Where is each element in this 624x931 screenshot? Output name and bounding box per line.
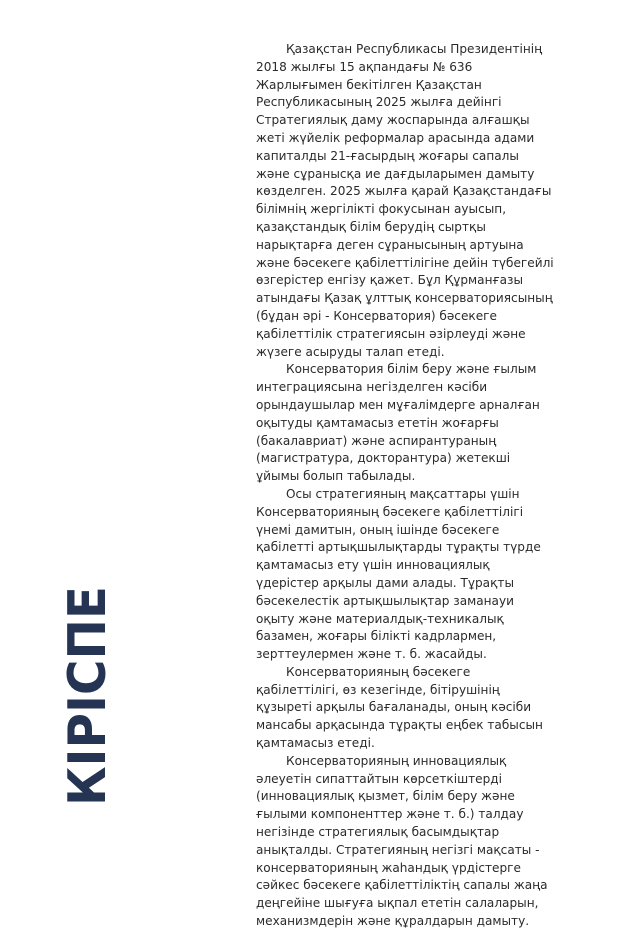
paragraph-5: Консерваторияның инновациялық әлеуетін сипаттайтын көрсеткіштерді (инновациялық қызмет, білім беру және ғылыми компоненттер және т. б.) талдау негізінде стратегиялық басымдықтар анықталды. Стратегияның негізгі мақсаты - консерваторияның жаһандық үрдістерге сәйкес бәсекеге қабілеттіліктің сапалы жаңа деңгейіне шығуға ықпал ететін салаларын, механизмдерін және құралдарын дамыту. xyxy=(256,753,548,929)
intro-body xyxy=(256,41,556,931)
paragraph-2: Консерватория білім беру және ғылым интеграциясына негізделген кәсіби орындаушылар мен мұғалімдерге арналған оқытуды қамтамасыз ететін жоғарғы (бакалавриат) және аспирантураның (магистратура, докторантура) жетекші ұйымы болып табылады. xyxy=(256,362,540,484)
section-title: КІРІСПЕ xyxy=(58,586,118,806)
paragraph-1: Қазақстан Республикасы Президентінің 2018 жылғы 15 ақпандағы № 636 Жарлығымен бекітілген Қазақстан Республикасының 2025 жылға дейінгі Стратегиялық даму жоспарында алғашқы жеті жүйелік реформалар арасында адами капиталды 21-ғасырдың жоғары сапалы және сұранысқа ие дағдыларымен дамыту көзделген. 2025 жылға қарай Қазақстандағы білімнің жергілікті фокусынан ауысып, қазақстандық білім берудің сыртқы нарықтарға деген сұранысының артуына және бәсекеге қабілеттілігіне дейін түбегейлі өзгерістер енгізу қажет. Бұл Құрманғазы атындағы Қазақ ұлттық консерваториясының (бұдан әрі - Консерватория) бәсекеге қабілеттілік стратегиясын әзірлеуді және жүзеге асыруды талап етеді. xyxy=(256,42,554,359)
paragraph-3: Осы стратегияның мақсаттары үшін Консерваторияның бәсекеге қабілеттілігі үнемі дамитын, оның ішінде бәсекеге қабілетті артықшылықтарды тұрақты түрде қамтамасыз ету үшін инновациялық үдерістер арқылы дами алады. Тұрақты бәсекелестік артықшылықтар заманауи оқыту және материалдық-техникалық базамен, жоғары білікті кадрлармен, зерттеулермен және т. б. жасайды. xyxy=(256,486,541,662)
paragraph-4: Консерваторияның бәсекеге қабілеттілігі, өз кезегінде, бітірушінің құзыреті арқылы бағаланады, оның кәсіби мансабы арқасында тұрақты еңбек табысын қамтамасыз етеді. xyxy=(256,664,543,751)
